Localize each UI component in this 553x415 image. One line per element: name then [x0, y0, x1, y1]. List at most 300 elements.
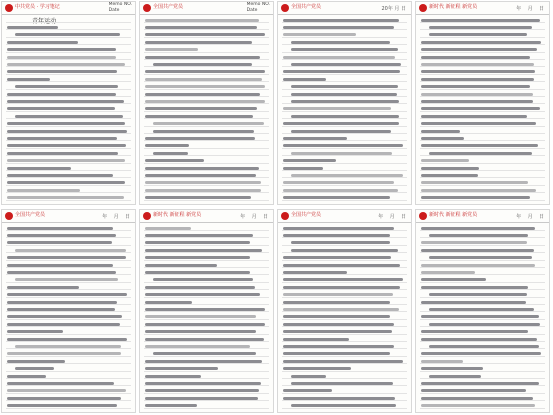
ruled-line: [144, 44, 269, 45]
ruled-line: [6, 356, 131, 357]
ruled-line: [144, 326, 269, 327]
month-label: 月: [527, 214, 533, 220]
ruled-line: [6, 81, 131, 82]
day-label: 日: [538, 6, 544, 12]
ruled-line: [6, 118, 131, 119]
handwritten-text-line: [15, 249, 126, 252]
ruled-line: [420, 59, 545, 60]
ruled-line: [282, 185, 407, 186]
ruled-line: [6, 237, 131, 238]
handwritten-text-line: [429, 26, 532, 29]
ruled-line: [420, 170, 545, 171]
ruled-line: [6, 163, 131, 164]
ruled-line: [144, 163, 269, 164]
ruled-line: [6, 393, 131, 394]
date-labels: [102, 213, 130, 220]
ruled-line: [6, 334, 131, 335]
ruled-line: [282, 319, 407, 320]
handwritten-text-line: [7, 181, 125, 184]
ruled-line: [420, 185, 545, 186]
handwritten-text-line: [421, 286, 528, 289]
handwritten-text-line: [421, 167, 479, 170]
ruled-line: [282, 170, 407, 171]
handwritten-text-line: [283, 70, 400, 73]
handwritten-text-line: [145, 323, 265, 326]
ruled-line: [420, 155, 545, 156]
handwritten-text-line: [291, 174, 403, 177]
ruled-line: [144, 177, 269, 178]
handwritten-text-line: [421, 115, 527, 118]
ruled-line: [282, 44, 407, 45]
ruled-line: [420, 282, 545, 283]
handwritten-text-line: [283, 144, 403, 147]
month-label: 月: [251, 214, 257, 220]
ruled-line: [144, 371, 269, 372]
page-header: [2, 2, 135, 15]
handwritten-text-line: [153, 352, 256, 355]
handwritten-text-line: [145, 293, 260, 296]
handwritten-text-line: [145, 286, 255, 289]
handwritten-text-line: [7, 196, 124, 199]
ruled-line: [144, 126, 269, 127]
handwritten-text-line: [421, 107, 540, 110]
handwritten-text-line: [15, 85, 118, 88]
ruled-line: [144, 111, 269, 112]
handwritten-text-line: [421, 189, 536, 192]
handwritten-text-line: [291, 241, 390, 244]
ruled-line: [282, 393, 407, 394]
handwriting-area: [282, 16, 407, 201]
ruled-line: [420, 245, 545, 246]
handwritten-text-line: [283, 234, 390, 237]
memo-date: Date: [108, 7, 120, 13]
handwriting-area: [6, 16, 131, 201]
month-label: 月: [389, 214, 395, 220]
party-emblem-icon: [281, 4, 289, 12]
handwritten-text-line: [283, 167, 323, 170]
handwritten-text-line: [145, 315, 256, 318]
ruled-line: [144, 348, 269, 349]
handwritten-text-line: [283, 360, 403, 363]
handwritten-text-line: [7, 352, 121, 355]
handwritten-text-line: [7, 93, 116, 96]
ruled-line: [6, 385, 131, 386]
ruled-line: [282, 126, 407, 127]
notebook-page-1: [1, 1, 136, 205]
ruled-line: [420, 52, 545, 53]
handwritten-text-line: [7, 293, 127, 296]
handwritten-text-line: [291, 63, 401, 66]
handwritten-text-line: [421, 174, 478, 177]
handwritten-text-line: [421, 137, 464, 140]
handwritten-text-line: [429, 256, 532, 259]
ruled-line: [420, 408, 545, 409]
brand-label: 中共党员 · 学习笔记: [15, 4, 60, 10]
ruled-line: [6, 74, 131, 75]
ruled-line: [282, 155, 407, 156]
handwritten-text-line: [15, 345, 121, 348]
ruled-line: [6, 126, 131, 127]
handwritten-text-line: [283, 271, 347, 274]
handwritten-text-line: [145, 196, 251, 199]
handwritten-text-line: [145, 345, 250, 348]
ruled-line: [282, 363, 407, 364]
handwritten-text-line: [421, 56, 530, 59]
handwritten-text-line: [283, 352, 390, 355]
handwritten-text-line: [7, 234, 116, 237]
handwritten-text-line: [145, 144, 189, 147]
ruled-line: [6, 140, 131, 141]
ruled-line: [282, 118, 407, 119]
handwritten-text-line: [421, 382, 539, 385]
ruled-line: [282, 304, 407, 305]
party-emblem-icon: [5, 212, 13, 220]
memo-label: [247, 2, 270, 13]
notebook-page-3: [277, 1, 412, 205]
ruled-line: [144, 89, 269, 90]
party-emblem-icon: [419, 4, 427, 12]
handwritten-text-line: [145, 56, 260, 59]
ruled-line: [6, 111, 131, 112]
ruled-line: [420, 371, 545, 372]
handwriting-area: [144, 224, 269, 409]
party-emblem-icon: [143, 212, 151, 220]
handwritten-text-line: [145, 85, 265, 88]
handwritten-text-line: [145, 19, 259, 22]
handwritten-text-line: [283, 345, 394, 348]
handwritten-text-line: [7, 227, 113, 230]
ruled-line: [282, 282, 407, 283]
ruled-line: [282, 348, 407, 349]
brand-label: 新时代 新征程 新党员: [153, 212, 202, 218]
handwritten-text-line: [7, 271, 116, 274]
ruled-line: [144, 363, 269, 364]
ruled-line: [282, 385, 407, 386]
handwritten-text-line: [421, 271, 475, 274]
ruled-line: [420, 133, 545, 134]
handwritten-text-line: [291, 152, 392, 155]
handwritten-text-line: [283, 389, 332, 392]
ruled-line: [6, 89, 131, 90]
ruled-line: [282, 133, 407, 134]
ruled-line: [282, 74, 407, 75]
handwritten-text-line: [7, 63, 125, 66]
page-header: [416, 210, 549, 223]
handwritten-text-line: [7, 360, 65, 363]
ruled-line: [6, 348, 131, 349]
month-label: 月: [527, 6, 533, 12]
handwritten-text-line: [7, 338, 127, 341]
ruled-line: [420, 200, 545, 201]
handwritten-text-line: [429, 345, 539, 348]
handwritten-text-line: [283, 159, 336, 162]
ruled-line: [282, 371, 407, 372]
ruled-line: [6, 155, 131, 156]
date-labels: [378, 213, 406, 220]
ruled-line: [420, 348, 545, 349]
ruled-line: [144, 192, 269, 193]
ruled-line: [144, 274, 269, 275]
ruled-line: [420, 289, 545, 290]
handwritten-text-line: [291, 93, 397, 96]
party-emblem-icon: [5, 4, 13, 12]
handwritten-text-line: [283, 397, 395, 400]
handwritten-text-line: [421, 85, 530, 88]
handwritten-text-line: [421, 330, 528, 333]
ruled-line: [144, 155, 269, 156]
ruled-line: [144, 385, 269, 386]
handwritten-text-line: [145, 78, 262, 81]
handwritten-text-line: [421, 122, 536, 125]
ruled-line: [6, 133, 131, 134]
year-label: 年: [516, 214, 522, 220]
ruled-line: [144, 170, 269, 171]
memo-no: Memo NO.: [246, 2, 270, 7]
ruled-line: [282, 274, 407, 275]
handwritten-text-line: [7, 286, 79, 289]
ruled-line: [6, 326, 131, 327]
ruled-line: [420, 297, 545, 298]
ruled-line: [282, 378, 407, 379]
ruled-line: [282, 408, 407, 409]
handwritten-text-line: [421, 404, 535, 407]
ruled-line: [420, 274, 545, 275]
memo-label: [109, 2, 132, 13]
handwritten-text-line: [291, 404, 396, 407]
ruled-line: [420, 89, 545, 90]
handwritten-text-line: [421, 144, 538, 147]
handwritten-text-line: [145, 227, 191, 230]
ruled-line: [6, 148, 131, 149]
ruled-line: [282, 192, 407, 193]
handwritten-text-line: [291, 85, 398, 88]
ruled-line: [144, 22, 269, 23]
handwritten-text-line: [153, 130, 254, 133]
ruled-line: [420, 400, 545, 401]
ruled-line: [282, 311, 407, 312]
day-label: 日: [400, 214, 406, 220]
ruled-line: [282, 52, 407, 53]
handwritten-text-line: [145, 241, 250, 244]
ruled-line: [144, 103, 269, 104]
ruled-line: [144, 319, 269, 320]
handwritten-text-line: [283, 315, 390, 318]
ruled-line: [420, 81, 545, 82]
ruled-line: [144, 118, 269, 119]
ruled-line: [420, 378, 545, 379]
ruled-line: [420, 22, 545, 23]
ruled-line: [420, 252, 545, 253]
ruled-line: [420, 103, 545, 104]
handwritten-text-line: [145, 367, 218, 370]
date-labels: [240, 213, 268, 220]
handwritten-text-line: [283, 293, 393, 296]
handwritten-text-line: [145, 360, 262, 363]
page-header: [2, 210, 135, 223]
ruled-line: [282, 89, 407, 90]
day-label: 日: [124, 214, 130, 220]
ruled-line: [6, 297, 131, 298]
ruled-line: [6, 200, 131, 201]
handwritten-text-line: [7, 48, 116, 51]
ruled-line: [6, 52, 131, 53]
date-labels: [516, 5, 544, 12]
ruled-line: [420, 341, 545, 342]
year-label: 年: [240, 214, 246, 220]
handwritten-text-line: [283, 286, 400, 289]
brand-label: 全国共产党员: [153, 4, 184, 10]
handwritten-text-line: [7, 264, 113, 267]
handwritten-text-line: [7, 389, 126, 392]
handwritten-text-line: [145, 308, 265, 311]
ruled-line: [144, 66, 269, 67]
handwritten-text-line: [7, 107, 115, 110]
handwritten-text-line: [283, 301, 390, 304]
ruled-line: [420, 260, 545, 261]
ruled-line: [420, 237, 545, 238]
ruled-line: [420, 311, 545, 312]
ruled-line: [144, 311, 269, 312]
ruled-line: [6, 378, 131, 379]
ruled-line: [282, 341, 407, 342]
ruled-line: [144, 356, 269, 357]
handwritten-text-line: [7, 152, 118, 155]
handwritten-text-line: [7, 41, 78, 44]
handwriting-area: [6, 224, 131, 409]
ruled-line: [282, 111, 407, 112]
handwritten-text-line: [421, 264, 535, 267]
handwritten-text-line: [283, 137, 347, 140]
handwritten-text-line: [283, 189, 398, 192]
ruled-line: [6, 319, 131, 320]
handwritten-text-line: [7, 315, 122, 318]
handwritten-text-line: [429, 323, 540, 326]
handwritten-text-line: [7, 78, 50, 81]
ruled-line: [6, 192, 131, 193]
handwritten-text-line: [429, 152, 532, 155]
ruled-line: [144, 245, 269, 246]
handwritten-text-line: [7, 167, 71, 170]
memo-no: Memo NO.: [108, 2, 132, 7]
date-labels: [516, 213, 544, 220]
handwritten-text-line: [283, 122, 399, 125]
ruled-line: [420, 267, 545, 268]
memo-date: Date: [246, 7, 258, 13]
ruled-line: [6, 408, 131, 409]
party-emblem-icon: [281, 212, 289, 220]
ruled-line: [144, 267, 269, 268]
ruled-line: [282, 326, 407, 327]
handwritten-text-line: [291, 382, 393, 385]
ruled-line: [420, 111, 545, 112]
handwritten-text-line: [283, 264, 400, 267]
handwritten-text-line: [145, 137, 255, 140]
brand-label: 全国共产党员: [15, 212, 46, 218]
ruled-line: [6, 341, 131, 342]
ruled-line: [144, 400, 269, 401]
ruled-line: [6, 185, 131, 186]
ruled-line: [420, 126, 545, 127]
page-header: [416, 2, 549, 15]
ruled-line: [282, 297, 407, 298]
ruled-line: [420, 66, 545, 67]
ruled-line: [282, 230, 407, 231]
handwritten-text-line: [145, 338, 264, 341]
ruled-line: [144, 148, 269, 149]
ruled-line: [6, 59, 131, 60]
ruled-line: [282, 29, 407, 30]
ruled-line: [144, 408, 269, 409]
handwritten-text-line: [291, 375, 326, 378]
ruled-line: [282, 177, 407, 178]
notebook-page-5: [1, 209, 136, 413]
handwritten-text-line: [429, 33, 527, 36]
handwritten-text-line: [145, 330, 256, 333]
ruled-line: [282, 200, 407, 201]
handwritten-text-line: [7, 301, 117, 304]
handwritten-text-line: [7, 308, 115, 311]
day-label: 日: [262, 214, 268, 220]
ruled-line: [6, 304, 131, 305]
handwritten-text-line: [145, 389, 259, 392]
handwritten-text-line: [283, 33, 356, 36]
handwritten-text-line: [421, 278, 486, 281]
handwritten-text-line: [145, 271, 250, 274]
ruled-line: [6, 44, 131, 45]
ruled-line: [144, 230, 269, 231]
ruled-line: [144, 185, 269, 186]
ruled-line: [6, 252, 131, 253]
brand-label: 新时代 新征程 新党员: [429, 4, 478, 10]
ruled-line: [6, 311, 131, 312]
handwritten-text-line: [283, 181, 394, 184]
year-label: 年: [102, 214, 108, 220]
ruled-line: [144, 393, 269, 394]
handwritten-text-line: [283, 278, 403, 281]
handwritten-text-line: [291, 48, 398, 51]
handwritten-text-line: [145, 107, 257, 110]
ruled-line: [6, 66, 131, 67]
ruled-line: [6, 260, 131, 261]
handwritten-text-line: [291, 130, 391, 133]
ruled-line: [144, 341, 269, 342]
handwritten-text-line: [421, 159, 469, 162]
ruled-line: [420, 393, 545, 394]
handwritten-text-line: [7, 323, 120, 326]
ruled-line: [282, 289, 407, 290]
ruled-line: [282, 237, 407, 238]
ruled-line: [420, 326, 545, 327]
ruled-line: [6, 274, 131, 275]
ruled-line: [144, 81, 269, 82]
handwritten-text-line: [291, 41, 390, 44]
ruled-line: [420, 118, 545, 119]
handwriting-area: [282, 224, 407, 409]
ruled-line: [420, 148, 545, 149]
handwritten-text-line: [429, 308, 534, 311]
handwritten-text-line: [7, 375, 46, 378]
handwritten-text-line: [421, 301, 526, 304]
handwritten-text-line: [145, 48, 198, 51]
notebook-page-8: [415, 209, 550, 413]
ruled-line: [282, 400, 407, 401]
page-header: [140, 2, 273, 15]
handwritten-text-line: [145, 41, 252, 44]
handwritten-text-line: [145, 33, 265, 36]
handwritten-text-line: [7, 130, 127, 133]
handwritten-text-line: [421, 249, 534, 252]
handwritten-text-line: [429, 234, 528, 237]
